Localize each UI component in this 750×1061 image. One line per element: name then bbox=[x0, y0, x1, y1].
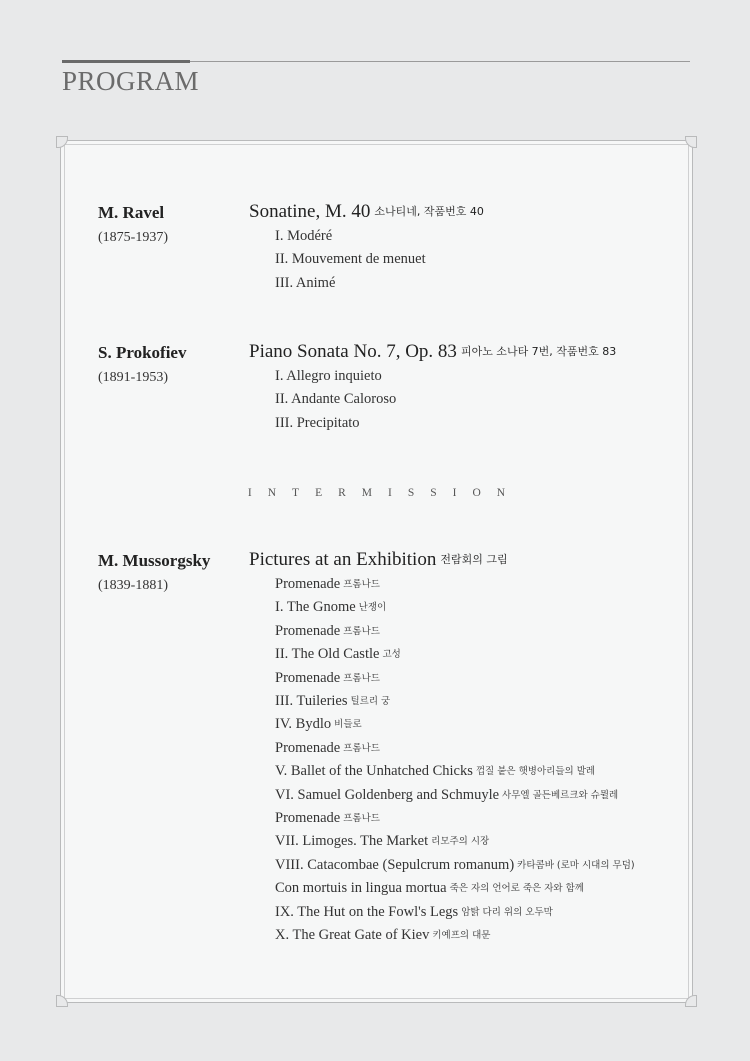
header-rule-accent bbox=[62, 60, 190, 63]
corner-ornament bbox=[685, 995, 697, 1007]
movement-title-korean: 프롬나드 bbox=[343, 579, 380, 590]
movement-title: III. Animé bbox=[275, 274, 336, 291]
movement-title-korean: 비들로 bbox=[334, 719, 362, 731]
movement-title-korean: 암탉 다리 위의 오두막 bbox=[461, 906, 553, 918]
movement-item bbox=[275, 693, 390, 710]
work-title-korean: 피아노 소나타 7번, 작품번호 83 bbox=[460, 345, 617, 358]
composer-years: (1875-1937) bbox=[98, 230, 168, 245]
composer-name: S. Prokofiev bbox=[98, 343, 187, 362]
movement-title-korean: 난쟁이 bbox=[358, 602, 387, 614]
movement-item bbox=[275, 415, 360, 432]
movement-title-korean: 고성 bbox=[382, 649, 401, 661]
movement-title: X. The Great Gate of Kiev bbox=[275, 927, 430, 943]
movement-item bbox=[275, 787, 618, 804]
movement-item bbox=[275, 880, 584, 897]
page-title: PROGRAM bbox=[62, 66, 200, 96]
work-title bbox=[249, 549, 508, 571]
movement-title: III. Tuileries bbox=[275, 693, 348, 709]
movement-title: Promenade bbox=[275, 739, 341, 756]
movement-item bbox=[275, 623, 380, 640]
program-panel bbox=[60, 140, 693, 1003]
movement-title-korean: 죽은 자의 언어로 죽은 자와 함께 bbox=[449, 883, 584, 895]
movement-item bbox=[275, 275, 335, 292]
movement-title-korean: 틸르리 궁 bbox=[350, 696, 391, 707]
movement-title: II. The Old Castle bbox=[275, 646, 380, 663]
movement-title-korean: 프롬나드 bbox=[343, 742, 380, 754]
movement-item bbox=[275, 670, 380, 687]
movement-item bbox=[275, 927, 490, 944]
movement-title: Con mortuis in lingua mortua bbox=[275, 880, 447, 897]
movement-title: IV. Bydlo bbox=[275, 716, 332, 733]
movement-title: Promenade bbox=[275, 622, 341, 639]
movement-item bbox=[275, 833, 489, 850]
composer-years: (1891-1953) bbox=[98, 370, 168, 385]
movement-item bbox=[275, 810, 380, 827]
intermission-label: INTERMISSION bbox=[247, 487, 522, 499]
movement-title: Promenade bbox=[275, 576, 341, 592]
movement-item bbox=[275, 576, 380, 593]
corner-ornament bbox=[685, 136, 697, 148]
composer-years: (1839-1881) bbox=[98, 578, 168, 593]
corner-ornament bbox=[56, 136, 68, 148]
work-title bbox=[249, 201, 484, 223]
movement-title: VI. Samuel Goldenberg and Schmuyle bbox=[275, 786, 500, 803]
work-title-text: Piano Sonata No. 7, Op. 83 bbox=[249, 341, 457, 362]
movement-title: II. Andante Caloroso bbox=[275, 391, 397, 408]
movement-title: VIII. Catacombae (Sepulcrum romanum) bbox=[275, 856, 515, 873]
movement-item bbox=[275, 716, 362, 733]
movement-title: I. The Gnome bbox=[275, 599, 356, 616]
movement-item bbox=[275, 391, 396, 408]
movement-item bbox=[275, 646, 401, 663]
movement-title-korean: 사무엘 골든베르크와 슈뮐레 bbox=[502, 789, 619, 801]
movement-title: II. Mouvement de menuet bbox=[275, 251, 426, 268]
movement-title: I. Modéré bbox=[275, 228, 333, 244]
movement-item bbox=[275, 368, 382, 385]
movement-title-korean: 껍질 붙은 햇병아리들의 발레 bbox=[475, 766, 596, 778]
movement-title-korean: 리모주의 시장 bbox=[431, 836, 490, 848]
movement-item bbox=[275, 763, 595, 780]
movement-title: VII. Limoges. The Market bbox=[275, 833, 429, 850]
movement-title-korean: 프롬나드 bbox=[343, 672, 380, 684]
movement-title: Promenade bbox=[275, 669, 341, 686]
movement-title: III. Precipitato bbox=[275, 414, 360, 431]
composer-name: M. Mussorgsky bbox=[98, 551, 211, 570]
movement-title: I. Allegro inquieto bbox=[275, 368, 382, 384]
movement-title-korean: 프롬나드 bbox=[343, 625, 380, 637]
movement-item bbox=[275, 857, 635, 874]
movement-item bbox=[275, 228, 332, 245]
movement-title-korean: 프롬나드 bbox=[343, 813, 380, 824]
movement-title: V. Ballet of the Unhatched Chicks bbox=[275, 763, 473, 780]
corner-ornament bbox=[56, 995, 68, 1007]
work-title-text: Pictures at an Exhibition bbox=[249, 549, 437, 570]
movement-title-korean: 카타콤바 (로마 시대의 무덤) bbox=[517, 859, 635, 871]
work-title-korean: 전람회의 그림 bbox=[440, 553, 508, 566]
movement-title: IX. The Hut on the Fowl's Legs bbox=[275, 903, 459, 920]
composer-name: M. Ravel bbox=[98, 203, 165, 222]
work-title-text: Sonatine, M. 40 bbox=[249, 201, 371, 222]
movement-item bbox=[275, 599, 386, 616]
movement-item bbox=[275, 740, 380, 757]
movement-title: Promenade bbox=[275, 810, 341, 826]
work-title bbox=[249, 341, 616, 363]
work-title-korean: 소나티네, 작품번호 40 bbox=[374, 205, 484, 218]
movement-item bbox=[275, 904, 553, 921]
movement-item bbox=[275, 251, 426, 268]
movement-title-korean: 키예프의 대문 bbox=[432, 930, 491, 941]
